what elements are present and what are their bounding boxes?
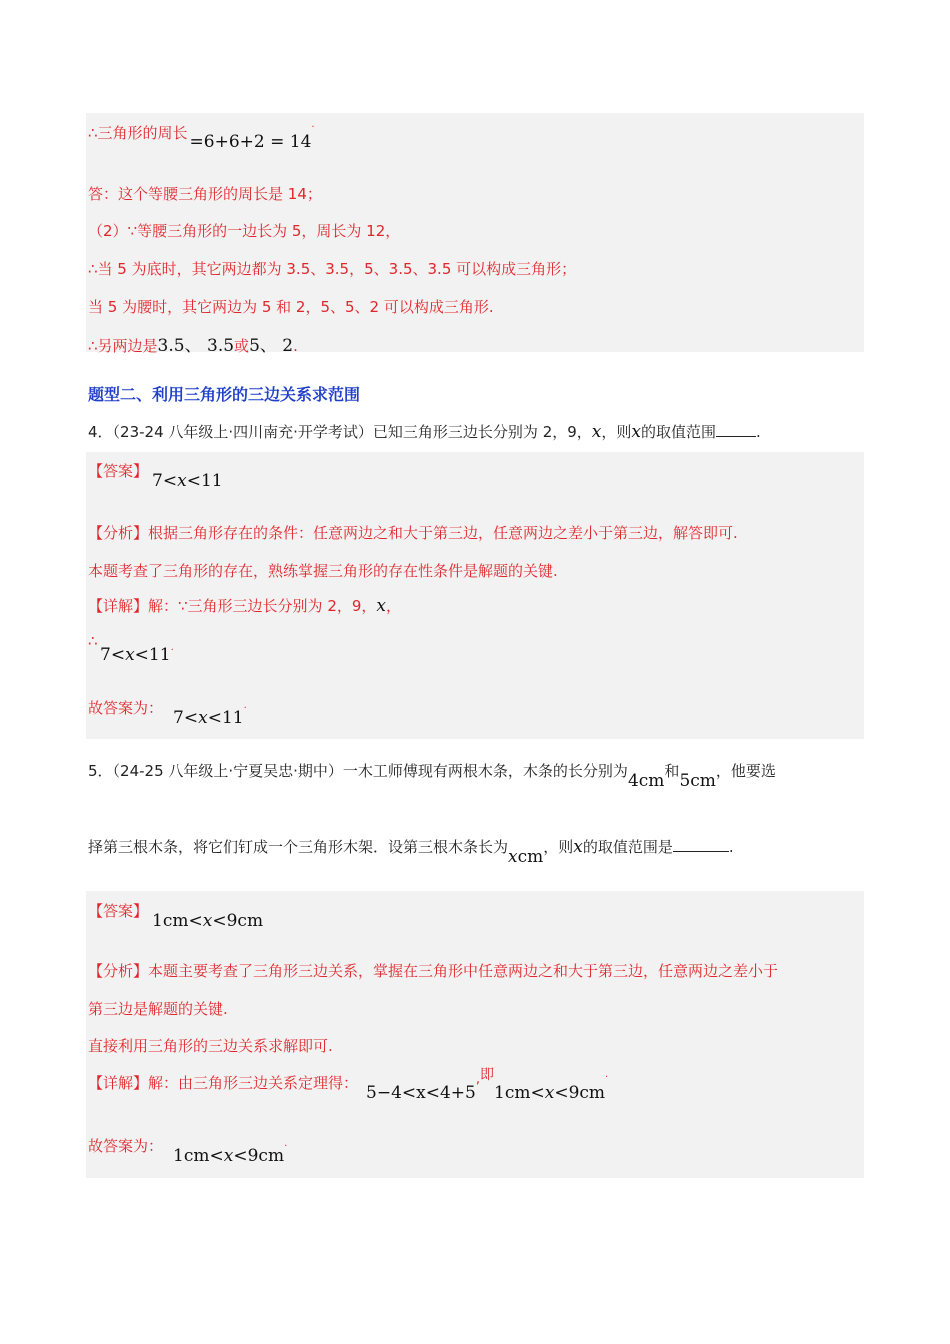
q5-fin-unit1: cm xyxy=(183,1146,210,1166)
period: . xyxy=(293,337,298,355)
q4-ans-lo: 7 xyxy=(152,471,163,491)
q5-unit1: cm xyxy=(638,771,665,791)
q5-answer-blank[interactable] xyxy=(673,851,729,852)
q4-th-hi: 11 xyxy=(148,645,171,665)
q5-det-x: x xyxy=(544,1083,555,1103)
or-word: 或 xyxy=(234,337,250,355)
q5-answer: 【答案】 1cm<x<9cm xyxy=(88,902,264,931)
q4-therefore xyxy=(88,632,98,650)
q4-stem-mid: ，则 xyxy=(601,423,632,441)
q4-note: 本题考查了三角形的存在，熟练掌握三角形的存在性条件是解题的关键. xyxy=(88,562,558,580)
other-sides-line: ∴另两边是3.5、 3.5或5、 2. xyxy=(88,336,298,356)
q5-det-unit2: cm xyxy=(579,1083,606,1103)
q5-stem-line1 xyxy=(88,760,776,791)
q4-answer-tag: 【答案】 xyxy=(88,462,149,480)
q5-final: 故答案为： 1cm<x<9cm· xyxy=(88,1137,288,1166)
q5-det-lo: 1 xyxy=(493,1083,505,1103)
q4-var-x: x xyxy=(591,422,602,442)
q5-ans-unit2: cm xyxy=(237,911,264,931)
other-sides-label: ∴另两边是 xyxy=(88,337,158,355)
q5-unit3: cm xyxy=(517,847,544,867)
q4-th-lo: 7 xyxy=(100,645,111,665)
q5-detail: 【详解】解：由三角形三边关系定理得： 5−4<x<4+5,即1cm<x<9cm· xyxy=(88,1067,609,1103)
q4-th-x: x xyxy=(125,645,135,665)
q5-stem-line2: 择第三根木条，将它们钉成一个三角形木架．设第三根木条长为xcm，则x的取值范围是 . xyxy=(88,837,734,867)
perimeter-line: ∴三角形的周长 =6+6+2 = 14· xyxy=(88,122,315,152)
q4-final-lo: 7 xyxy=(173,708,184,728)
answer-line: 答：这个等腰三角形的周长是 14； xyxy=(88,185,322,203)
q4-answer-blank[interactable] xyxy=(716,436,756,437)
q5-det-hi: 9 xyxy=(568,1083,580,1103)
q4-analysis: 【分析】根据三角形存在的条件：任意两边之和大于第三边，任意两边之差小于第三边，解答即可. xyxy=(88,524,738,542)
q4-stem-text: 4．（23-24 八年级上·四川南充·开学考试）已知三角形三边长分别为 2，9， xyxy=(88,423,592,441)
q5-stem2: 择第三根木条，将它们钉成一个三角形木架．设第三根木条长为 xyxy=(88,838,509,856)
q4-final: 故答案为： 7<x<11· xyxy=(88,699,247,728)
q4-final-hi: 11 xyxy=(221,708,244,728)
q5-then-word: 即 xyxy=(479,1067,494,1083)
q4-stem: 4．（23-24 八年级上·四川南充·开学考试）已知三角形三边长分别为 2，9，x，则x的取值范围 . xyxy=(88,422,761,442)
q5-fin-hi: 9 xyxy=(247,1146,259,1166)
q5-ans-hi: 9 xyxy=(226,911,238,931)
q4-final-label: 故答案为： xyxy=(88,699,164,717)
q4-answer: 【答案】 7<x<11 xyxy=(88,462,223,491)
q5-var-x2: x xyxy=(573,837,583,857)
q4-var-x2: x xyxy=(631,422,641,442)
q5-len2: 5 xyxy=(679,771,691,791)
q4-detail-end: ， xyxy=(386,597,402,615)
q5-analysis-1: 【分析】本题主要考查了三角形三边关系，掌握在三角形中任意两边之和大于第三边，任意两边之差小于 xyxy=(88,962,779,980)
q5-fin-x: x xyxy=(223,1146,234,1166)
q4-detail xyxy=(88,595,401,616)
q5-analysis-2: 第三边是解题的关键. xyxy=(88,1000,228,1018)
q5-stem1-end: ，他要选 xyxy=(715,762,776,780)
case-base-line: ∴当 5 为底时，其它两边都为 3.5、3.5，5、3.5、3.5 可以构成三角形； xyxy=(88,260,577,278)
q5-fin-unit2: cm xyxy=(258,1146,285,1166)
q5-ans-lo: 1 xyxy=(152,911,163,931)
q4-therefore-expr: 7<x<11· xyxy=(100,645,174,665)
q4-detail-text: 【详解】解：∵三角形三边长分别为 2，9， xyxy=(88,597,377,615)
side-b: 3.5 xyxy=(207,336,235,356)
perimeter-expr: =6+6+2 = 14 xyxy=(189,132,312,152)
perimeter-label: ∴三角形的周长 xyxy=(88,124,188,142)
q4-stem-end: 的取值范围 xyxy=(641,423,717,441)
side-a: 3.5 xyxy=(157,336,185,356)
therefore-icon: ∴ xyxy=(88,632,98,650)
q5-ans-unit1: cm xyxy=(162,911,189,931)
q5-len1: 4 xyxy=(627,771,639,791)
q5-final-label: 故答案为： xyxy=(88,1137,164,1155)
section-title: 题型二、利用三角形的三边关系求范围 xyxy=(88,385,361,404)
q5-stem2-mid: ，则 xyxy=(543,838,574,856)
q5-detail-text: 【详解】解：由三角形三边关系定理得： xyxy=(88,1074,359,1092)
q4-ans-hi: 11 xyxy=(200,471,223,491)
q5-ans-x: x xyxy=(202,911,213,931)
q5-stem2-end: 的取值范围是 xyxy=(582,838,673,856)
q5-stem1: 5．（24-25 八年级上·宁夏吴忠·期中）一木工师傅现有两根木条，木条的长分别为 xyxy=(88,762,628,780)
part2-line: （2）∵等腰三角形的一边长为 5，周长为 12， xyxy=(88,222,401,240)
q4-final-x: x xyxy=(198,708,208,728)
q5-fin-lo: 1 xyxy=(173,1146,184,1166)
side-c: 5 xyxy=(249,336,260,356)
side-d: 2 xyxy=(282,336,294,356)
q5-det-unit1: cm xyxy=(504,1083,531,1103)
q5-analysis-3: 直接利用三角形的三边关系求解即可. xyxy=(88,1037,333,1055)
q5-ineq xyxy=(366,1083,476,1103)
q5-var-x: x xyxy=(508,847,518,867)
q4-ans-x: x xyxy=(177,471,187,491)
case-leg-line: 当 5 为腰时，其它两边为 5 和 2，5、5、2 可以构成三角形. xyxy=(88,298,494,316)
q4-detail-x: x xyxy=(376,596,386,616)
q5-unit2: cm xyxy=(690,771,716,791)
q5-and: 和 xyxy=(664,762,680,780)
q5-answer-tag: 【答案】 xyxy=(88,902,149,920)
q5-ineq-text: 5−4<x<4+5 xyxy=(366,1083,476,1103)
